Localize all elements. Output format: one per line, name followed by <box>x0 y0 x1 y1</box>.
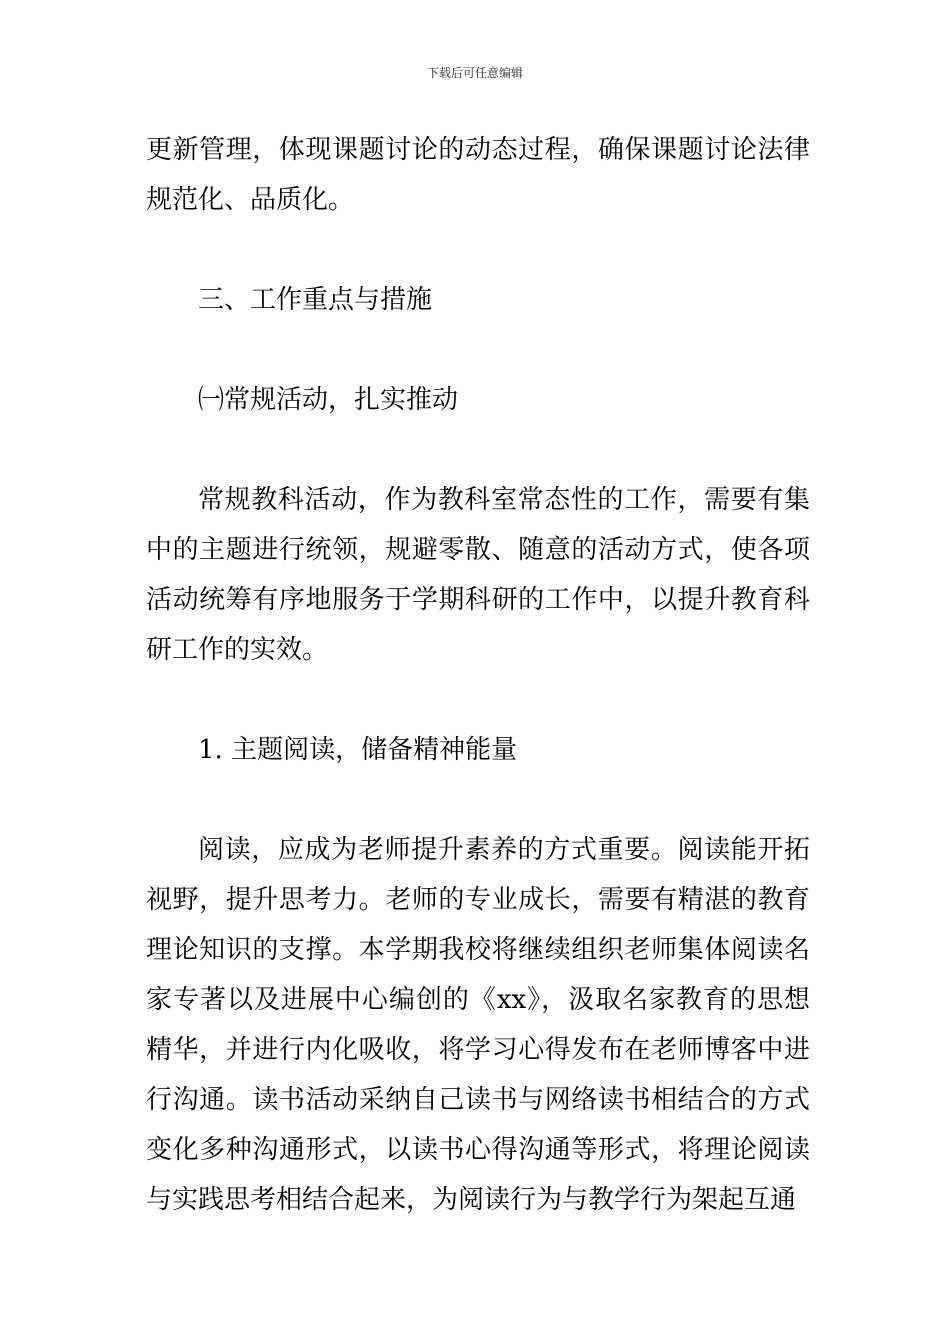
paragraph-gap <box>146 775 810 825</box>
paragraph-reading: 阅读，应成为老师提升素养的方式重要。阅读能开拓视野，提升思考力。老师的专业成长，需要有精湛的教育理论知识的支撑。本学期我校将继续组织老师集体阅读名家专著以及进展中心编创的《xx》，汲取名家教育的思想精华，并进行内化吸收，将学习心得发布在老师博客中进行沟通。读书活动采纳自己读书与网络读书相结合的方式变化多种沟通形式，以读书心得沟通等形式，将理论阅读与实践思考相结合起来，为阅读行为与教学行为架起互通 <box>146 835 810 1215</box>
paragraph-gap <box>146 225 810 275</box>
paragraph-gap <box>146 425 810 475</box>
paragraph-gap <box>146 325 810 375</box>
document-body <box>146 125 810 1225</box>
paragraph-gap <box>146 675 810 725</box>
page-header-note: 下载后可任意编辑 <box>426 66 523 80</box>
item-heading: 1. 主题阅读，储备精神能量 <box>198 735 518 765</box>
subsection-heading: ㈠常规活动，扎实推动 <box>198 385 459 415</box>
section-heading: 三、工作重点与措施 <box>198 285 433 315</box>
paragraph-continuation: 更新管理，体现课题讨论的动态过程，确保课题讨论法律规范化、品质化。 <box>146 135 810 215</box>
paragraph-routine-activities: 常规教科活动，作为教科室常态性的工作，需要有集中的主题进行统领，规避零散、随意的活动方式，使各项活动统筹有序地服务于学期科研的工作中，以提升教育科研工作的实效。 <box>146 485 810 665</box>
